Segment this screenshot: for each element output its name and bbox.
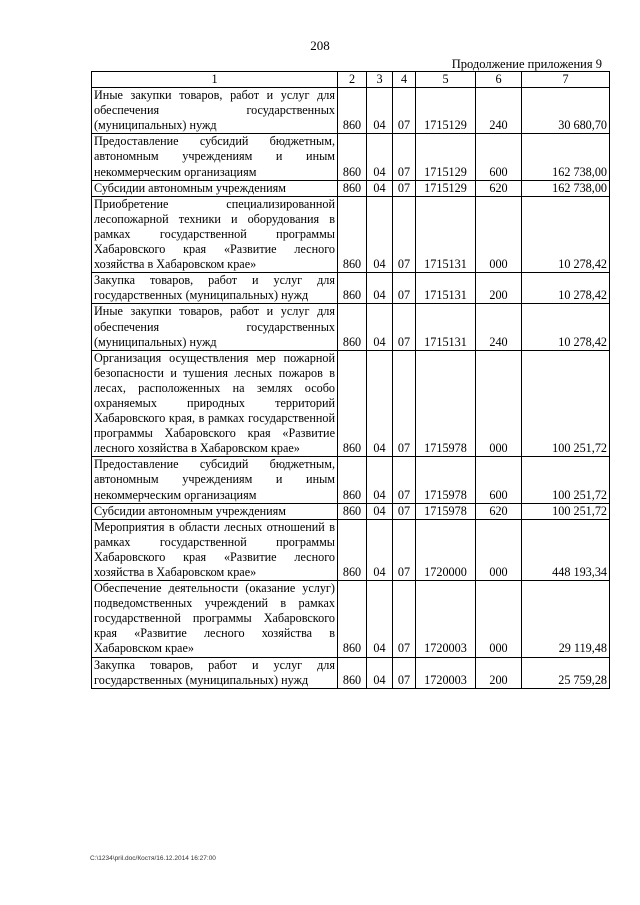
column-header: 3 bbox=[367, 72, 393, 88]
file-path-footer: C:\1234\pril.doc/Костя/16.12.2014 16:27:00 bbox=[90, 855, 216, 862]
row-ministry-code: 860 bbox=[338, 581, 367, 657]
column-header: 4 bbox=[393, 72, 416, 88]
column-header: 7 bbox=[522, 72, 610, 88]
table-row bbox=[92, 581, 610, 657]
row-subsection-code: 07 bbox=[393, 273, 416, 304]
row-ministry-code: 860 bbox=[338, 457, 367, 503]
row-subsection-code: 07 bbox=[393, 304, 416, 350]
row-subsection-code: 07 bbox=[393, 134, 416, 180]
row-amount: 25 759,28 bbox=[522, 657, 610, 688]
row-ministry-code: 860 bbox=[338, 196, 367, 272]
table-body bbox=[92, 88, 610, 689]
row-section-code: 04 bbox=[367, 457, 393, 503]
budget-table bbox=[91, 71, 610, 689]
row-target-code: 1715978 bbox=[416, 457, 476, 503]
table-row bbox=[92, 457, 610, 503]
table-row bbox=[92, 657, 610, 688]
row-section-code: 04 bbox=[367, 134, 393, 180]
row-name: Субсидии автономным учреждениям bbox=[92, 180, 338, 196]
table-row bbox=[92, 134, 610, 180]
column-header: 1 bbox=[92, 72, 338, 88]
table-row bbox=[92, 88, 610, 134]
row-amount: 10 278,42 bbox=[522, 196, 610, 272]
row-amount: 448 193,34 bbox=[522, 519, 610, 580]
row-subsection-code: 07 bbox=[393, 503, 416, 519]
row-expense-type: 620 bbox=[476, 180, 522, 196]
row-name: Иные закупки товаров, работ и услуг для обеспечения государственных (муниципальных) нужд bbox=[92, 304, 338, 350]
row-target-code: 1715131 bbox=[416, 273, 476, 304]
row-target-code: 1715131 bbox=[416, 196, 476, 272]
table-row bbox=[92, 304, 610, 350]
row-section-code: 04 bbox=[367, 503, 393, 519]
row-amount: 100 251,72 bbox=[522, 350, 610, 457]
row-target-code: 1715978 bbox=[416, 503, 476, 519]
row-expense-type: 000 bbox=[476, 350, 522, 457]
table-row bbox=[92, 273, 610, 304]
row-target-code: 1720000 bbox=[416, 519, 476, 580]
table-row bbox=[92, 519, 610, 580]
column-header-row bbox=[92, 72, 610, 88]
row-expense-type: 200 bbox=[476, 657, 522, 688]
row-expense-type: 000 bbox=[476, 519, 522, 580]
row-target-code: 1720003 bbox=[416, 657, 476, 688]
row-section-code: 04 bbox=[367, 304, 393, 350]
row-ministry-code: 860 bbox=[338, 304, 367, 350]
row-amount: 10 278,42 bbox=[522, 304, 610, 350]
row-name: Закупка товаров, работ и услуг для государственных (муниципальных) нужд bbox=[92, 657, 338, 688]
row-section-code: 04 bbox=[367, 88, 393, 134]
row-section-code: 04 bbox=[367, 657, 393, 688]
row-ministry-code: 860 bbox=[338, 519, 367, 580]
row-amount: 162 738,00 bbox=[522, 134, 610, 180]
table-row bbox=[92, 180, 610, 196]
table-row bbox=[92, 350, 610, 457]
row-subsection-code: 07 bbox=[393, 581, 416, 657]
row-amount: 10 278,42 bbox=[522, 273, 610, 304]
row-subsection-code: 07 bbox=[393, 180, 416, 196]
row-subsection-code: 07 bbox=[393, 519, 416, 580]
row-name: Иные закупки товаров, работ и услуг для обеспечения государственных (муниципальных) нужд bbox=[92, 88, 338, 134]
row-ministry-code: 860 bbox=[338, 657, 367, 688]
row-amount: 162 738,00 bbox=[522, 180, 610, 196]
continuation-label: Продолжение приложения 9 bbox=[451, 57, 602, 71]
row-amount: 30 680,70 bbox=[522, 88, 610, 134]
table-row bbox=[92, 503, 610, 519]
row-expense-type: 200 bbox=[476, 273, 522, 304]
row-target-code: 1715978 bbox=[416, 350, 476, 457]
row-ministry-code: 860 bbox=[338, 88, 367, 134]
column-header: 2 bbox=[338, 72, 367, 88]
row-ministry-code: 860 bbox=[338, 180, 367, 196]
row-name: Обеспечение деятельности (оказание услуг) подведомственных учреждений в рамках государственной программы Хабаровского края «Развитие лесного хозяйства в Хабаровском крае» bbox=[92, 581, 338, 657]
row-subsection-code: 07 bbox=[393, 350, 416, 457]
row-ministry-code: 860 bbox=[338, 503, 367, 519]
row-amount: 29 119,48 bbox=[522, 581, 610, 657]
table-row bbox=[92, 196, 610, 272]
row-expense-type: 600 bbox=[476, 457, 522, 503]
row-subsection-code: 07 bbox=[393, 196, 416, 272]
row-expense-type: 000 bbox=[476, 196, 522, 272]
row-name: Субсидии автономным учреждениям bbox=[92, 503, 338, 519]
row-name: Предоставление субсидий бюджетным, автономным учреждениям и иным некоммерческим организациям bbox=[92, 457, 338, 503]
row-expense-type: 000 bbox=[476, 581, 522, 657]
row-subsection-code: 07 bbox=[393, 657, 416, 688]
row-name: Приобретение специализированной лесопожарной техники и оборудования в рамках государственной программы Хабаровского края «Развитие лесного хозяйства в Хабаровском крае» bbox=[92, 196, 338, 272]
row-section-code: 04 bbox=[367, 350, 393, 457]
row-section-code: 04 bbox=[367, 581, 393, 657]
row-expense-type: 600 bbox=[476, 134, 522, 180]
row-target-code: 1715129 bbox=[416, 134, 476, 180]
row-amount: 100 251,72 bbox=[522, 457, 610, 503]
row-target-code: 1720003 bbox=[416, 581, 476, 657]
row-ministry-code: 860 bbox=[338, 273, 367, 304]
row-expense-type: 620 bbox=[476, 503, 522, 519]
row-section-code: 04 bbox=[367, 196, 393, 272]
row-subsection-code: 07 bbox=[393, 88, 416, 134]
row-name: Закупка товаров, работ и услуг для государственных (муниципальных) нужд bbox=[92, 273, 338, 304]
column-header: 6 bbox=[476, 72, 522, 88]
row-expense-type: 240 bbox=[476, 88, 522, 134]
row-ministry-code: 860 bbox=[338, 350, 367, 457]
row-section-code: 04 bbox=[367, 273, 393, 304]
row-name: Предоставление субсидий бюджетным, автономным учреждениям и иным некоммерческим организациям bbox=[92, 134, 338, 180]
row-ministry-code: 860 bbox=[338, 134, 367, 180]
row-subsection-code: 07 bbox=[393, 457, 416, 503]
row-name: Организация осуществления мер пожарной безопасности и тушения лесных пожаров в лесах, расположенных на землях особо охраняемых природных территорий Хабаровского края, в рамках государственной программы Хабаровского края «Развитие лесного хозяйства в Хабаровском крае» bbox=[92, 350, 338, 457]
column-header: 5 bbox=[416, 72, 476, 88]
page-number: 208 bbox=[310, 38, 330, 53]
row-name: Мероприятия в области лесных отношений в рамках государственной программы Хабаровского края «Развитие лесного хозяйства в Хабаровском крае» bbox=[92, 519, 338, 580]
row-section-code: 04 bbox=[367, 180, 393, 196]
row-target-code: 1715129 bbox=[416, 180, 476, 196]
row-expense-type: 240 bbox=[476, 304, 522, 350]
row-target-code: 1715129 bbox=[416, 88, 476, 134]
row-target-code: 1715131 bbox=[416, 304, 476, 350]
row-amount: 100 251,72 bbox=[522, 503, 610, 519]
row-section-code: 04 bbox=[367, 519, 393, 580]
